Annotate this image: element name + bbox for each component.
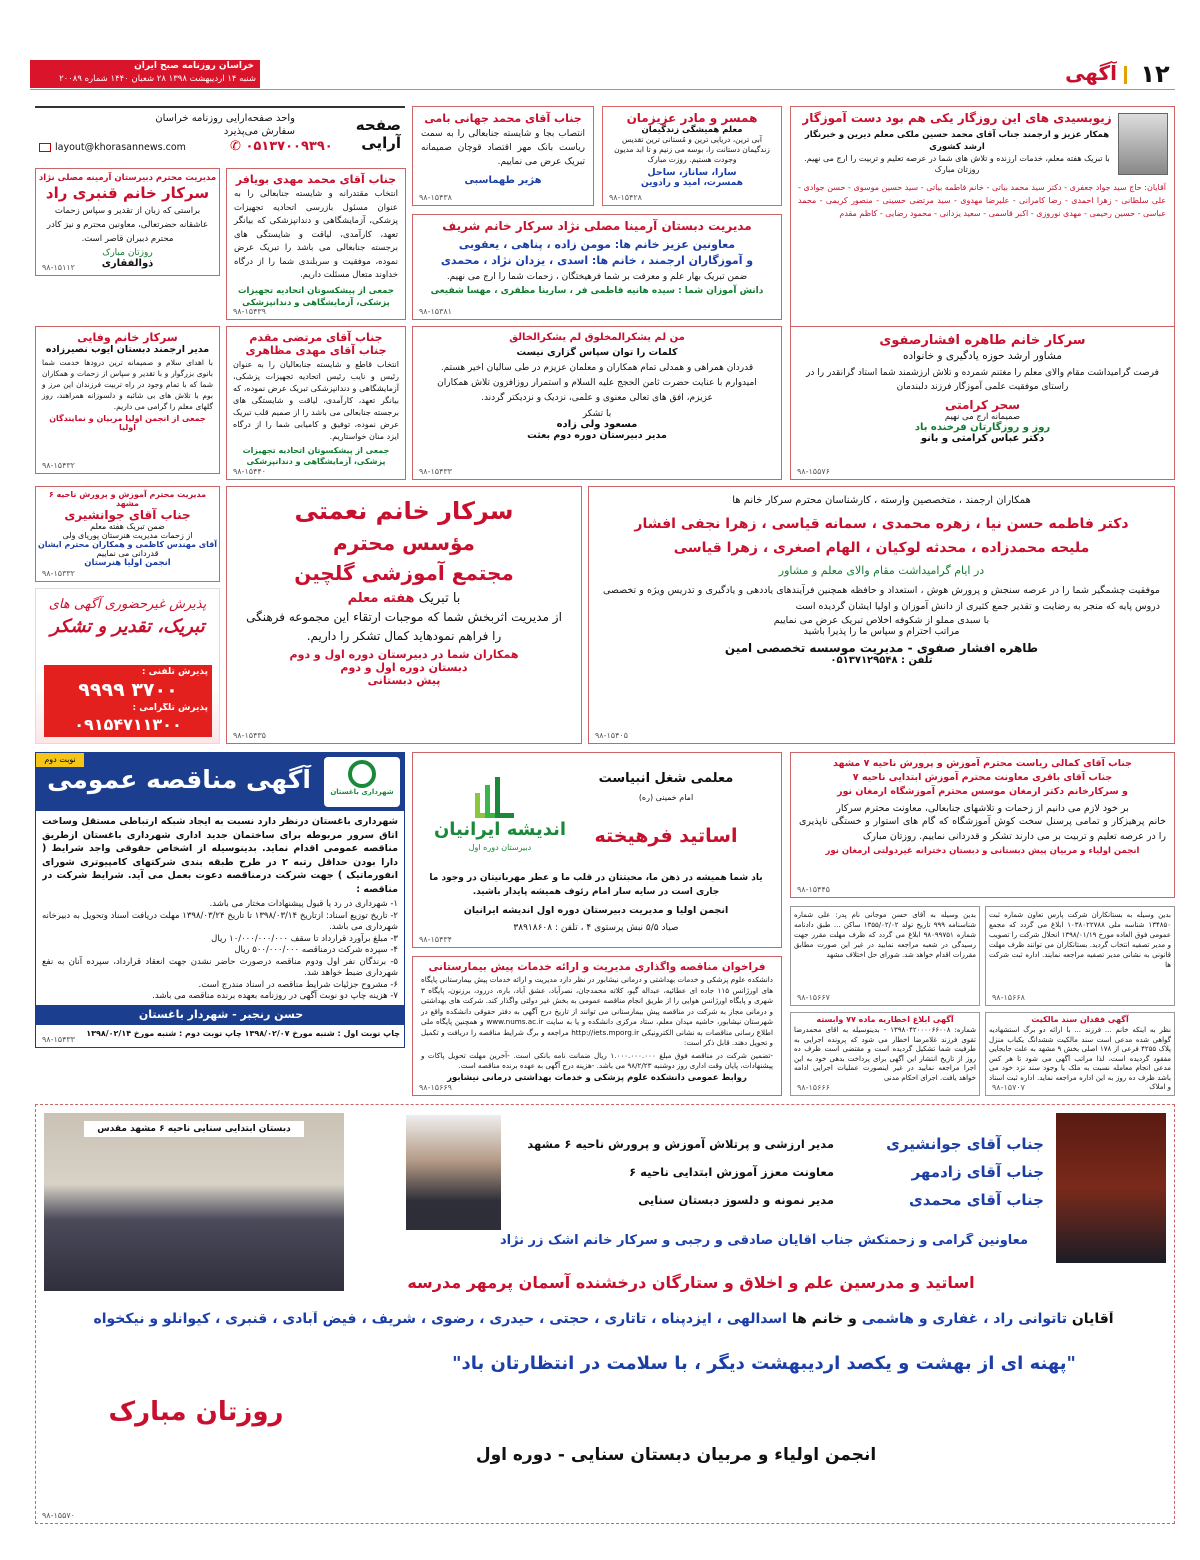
ad-code: ۹۸-۱۵۴۴۰ [233, 467, 266, 476]
memorial-intro: همکار عزیز و ارجمند جناب آقای محمد حسین ملکی معلم دیرین و خبرنگار ارشد کشوری [804, 130, 1110, 152]
section-title: آگهی [1065, 61, 1117, 85]
name3: جناب آقای محمدی [909, 1191, 1044, 1209]
ad-code: ۹۸-۱۵۳۳۲ [42, 569, 75, 578]
date-bar [30, 60, 260, 88]
ad-code: ۹۸-۱۵۵۷۶ [797, 467, 830, 476]
ad-code: ۹۸-۱۵۵۷۰ [42, 1511, 75, 1520]
wish-line: روزتان مبارک [108, 1397, 284, 1427]
andishe-logo-icon [425, 773, 575, 861]
teachers-names [46, 1311, 1161, 1327]
golchin-body: موفقیت چشمگیر شما را در عرصه سنجش و پرورش هوش ، استعداد و حافظه همچنین فرآیندهای یاددهی و یادگیری و تدریس ویژه و تخصصی دروس پایه که منجر به رضایت و تقدیر جمع کثیری از دانش آموزان و اولیا ایشان گردیده است [603, 585, 1160, 612]
legal1-text: بدین وسیله به آقای حسن موجانی نام پدر: علی شماره شناسنامه ۹۹۹ تاریخ تولد ۱۳۵۵/۰۲/۰۲ ساکن ... طبق دادنامه شماره ۹۸۰۹۹۷۵۱ ابلاغ می گردد که ظرف مهلت مقرر جهت رسیدگی در شعبه مراجعه نمایید در غیر این صورت مطابق مقررات اقدام خواهد شد. شورای حل اختلاف مشهد [794, 911, 976, 959]
ghanbari-body: براستی که زبان از تقدیر و سپاس زحمات عاشقانه حضرتعالی، معاونین محترم و نیز کادر محترم دبیران قاصر است. [46, 206, 209, 244]
legal4-title: آگهی فقدان سند مالکیت [1031, 1015, 1129, 1024]
tender-footer: چاپ نوبت اول : شنبه مورخ ۱۳۹۸/۰۲/۰۷ چاپ نوبت دوم : شنبه مورخ ۱۳۹۸/۰۲/۱۴ [86, 1029, 400, 1038]
andishe-signer: انجمن اولیا و مدیریت دبیرستان دوره اول اندیشه ایرانیان [463, 905, 729, 916]
javanshiri-title: جناب آقای جوانشیری [64, 508, 191, 522]
ghanbari-ad [35, 168, 220, 276]
golchin-names1: دکتر فاطمه حسن نیا ، زهره محمدی ، سمانه قیاسی ، زهرا نجفی افشار [634, 516, 1129, 532]
page-number: ۱۲ [1140, 60, 1170, 88]
couple-signers2: همسرت، امید و رادوین [641, 178, 743, 188]
couple-subtitle: معلم همیشگی زندگیمان [641, 125, 743, 135]
mums-signer: روابط عمومی دانشکده علوم پزشکی و خدمات بهداشتی درمانی نیشابور [447, 1072, 747, 1083]
memorial-headline: زیوبسیدی های این روزگار یکی هم بود دست آموزگار [802, 111, 1112, 125]
role3: مدیر نمونه و دلسوز دبستان سنایی [638, 1193, 834, 1207]
javanshiri-line2: از زحمات مدیریت هنرستان پوریای ولی [62, 531, 193, 540]
vafaei-subtitle: مدیر ارجمند دبستان ایوب نصیرزاده [45, 344, 210, 355]
jahani-body: انتصاب بجا و شایسته جنابعالی را به سمت ریاست بانک مهر اقتصاد قوچان صمیمانه تبریک عرض می نماییم. [421, 129, 585, 167]
booyafar-title: جناب آقای محمد مهدی بویافر [235, 173, 397, 186]
mums-tender-ad [412, 956, 782, 1096]
afsharsafavi-subtitle: مشاور ارشد حوزه یادگیری و خانواده [903, 350, 1062, 362]
afsharsafavi-ad [790, 326, 1175, 480]
ad-code: ۹۸-۱۵۶۶۷ [797, 993, 830, 1002]
portrait-photo [1118, 113, 1168, 175]
mozaheri-ad [226, 326, 406, 480]
memorial-ad [790, 106, 1175, 338]
ad-code: ۹۸-۱۵۶۶۹ [419, 1083, 452, 1092]
ad-code: ۹۸-۱۵۴۲۸ [609, 193, 642, 202]
ad-code: ۹۸-۱۵۴۳۹ [233, 307, 266, 316]
golchin-body3: مراتب احترام و سپاس ما را پذیرا باشید [803, 626, 960, 637]
sharif-line1: معاونین عزیز خانم ها: مومن زاده ، پناهی ، یعقوبی [458, 238, 736, 251]
valizadeh-signer: مسعود ولی زاده [556, 419, 638, 430]
speaker-photo [1056, 1113, 1166, 1263]
tender-logo-caption: شهرداری باغستان [330, 788, 394, 796]
photo-caption: دبستان ابتدایی سنایی ناحیه ۶ مشهد مقدس [84, 1121, 304, 1137]
email-row[interactable] [39, 142, 219, 156]
sharif-signer: دانش آموزان شما : سیده هانیه فاطمی فر ، سارینا مظفری ، مهسا شفیعی [430, 286, 764, 296]
ad-code: ۹۸-۱۵۶۶۶ [797, 1083, 830, 1092]
ad-code: ۹۸-۱۵۴۳۵ [233, 731, 266, 740]
jahani-signer: هژیر طهماسبی [464, 175, 542, 186]
jahani-title: جناب آقای محمد جهانی بامی [424, 112, 582, 125]
afsharsafavi-title: سرکار خانم طاهره افشارصفوی [879, 333, 1086, 348]
booyafar-body: انتخاب مقتدرانه و شایسته جنابعالی را به عنوان مسئول بازرسی اتحادیه تجهیزات پزشکی، آزمایشگاهی و دندانپزشکی که بیانگر تعهد، کارآمدی، لیاقت و شایستگی های برجسته جنابعالی می باشد را تبریک عرض نموده، موفقیت و سربلندی شما را از درگاه خداوند متعال مسئلت داریم. [234, 189, 398, 280]
tender-item: ۱- شهرداری در رد یا قبول پیشنهادات مختار می باشد. [209, 899, 398, 909]
men-names: تاتوانی راد ، غفاری و هاشمی [861, 1311, 1067, 1327]
couple-ad [602, 106, 782, 206]
design-title: صفحه آرایی [355, 116, 401, 152]
ad-code: ۹۸-۱۵۴۳۸ [419, 193, 452, 202]
kamali-signer: انجمن اولیاء و مربیان پیش دبستانی و دبستان دخترانه غیردولتی ارمغان نور [825, 846, 1140, 856]
ghanbari-title: سرکار خانم قنبری راد [45, 184, 210, 202]
signer-line: انجمن اولیاء و مربیان دبستان سنایی - دوره اول [475, 1445, 877, 1465]
golchin-body2: با سبدی مملو از شکوفه اخلاص تبریک عرض می نماییم [773, 615, 990, 626]
nemati-line3: با تبریک هفته معلم [347, 591, 461, 606]
ad-code: ۹۸-۱۵۶۶۸ [992, 993, 1025, 1002]
role1: مدیر ارزشی و پرتلاش آموزش و پرورش ناحیه ۶ مشهد [527, 1137, 834, 1151]
tender-signer: حسن رنجبر - شهردار باغستان [36, 1005, 405, 1025]
booyafar-ad [226, 168, 406, 320]
golchin-signer: طاهره افشار صفوی - مدیریت موسسه تخصصی امین [724, 641, 1039, 655]
jahani-ad [412, 106, 594, 206]
ghanbari-title-small: مدیریت محترم دبیرستان آرمینه مصلی نژاد [38, 173, 217, 183]
valizadeh-body: قدردان همراهی و همدلی تمام همکاران و معلمان عزیزم در طی سالیان اخیر هستم. امیدوارم با عنایت حضرت ثامن الحجج علیه السلام و استمرار روزافزون تلاش همکاران عزیزم، افق های تعالی معنوی و علمی، نزدیک و نزدیکتر گردند. [437, 363, 757, 403]
golchin-staff-ad [588, 486, 1175, 744]
tender-item [42, 1003, 398, 1004]
andishe-logo-sub: دبیرستان دوره اول [468, 843, 532, 852]
sharif-title: مدیریت دبستان آرمینا مصلی نژاد سرکار خانم شریف [442, 219, 752, 233]
ad-code: ۹۸-۱۵۱۱۲ [42, 263, 75, 272]
nemati-signer: همکاران شما در دبیرستان دوره اول و دوم [289, 648, 519, 661]
ad-code: ۹۸-۱۵۴۳۴ [419, 935, 452, 944]
vafaei-body: با اهدای سلام و صمیمانه ترین درودها خدمت شما بانوی بزرگوار و با تقدیر و سپاس از زحمات و همکاران شما که با تمام وجود در راه تربیت فرزندان این مرز و بوم با تلاش های بی شائبه و دلسوزانه همراهند، روز گلهای معلم را گرامی می داریم. [42, 358, 213, 411]
phone-icon: ✆ [230, 139, 241, 154]
mums-body: دانشکده علوم پزشکی و خدمات بهداشتی و درمانی نیشابور در نظر دارد مدیریت و ارائه خدمات پیش بیمارستانی پایگاه های اورژانس ۱۱۵ جاده ای عطائیه، عبداله گیو، کلاته محمدجان، نصرآباد، عشق آباد، باره، دررود، برزنون، پایگاه ۳ شهری و پایگاه اورژانس هوایی را از طریق انجام مناقصه عمومی به بخش غیر دولتی واگذار کند. شرکت های بهداشتی و درمانی مجاز به شرکت در مناقصه پیش بیمارستانی می توانند از تاریخ درج آگهی به دفتر حقوقی دانشکده واقع در شهرستان نیشابور، حاشیه میدان معلم، ستاد مرکزی دانشکده و یا به سایت www.nums.ac.ir و همچنین پایگاه ملی اطلاع رسانی مناقصات به نشانی الکترونیکی http://iets.mporg.ir مراجعه و برگ شرایط مناقصه را دریافت و تکمیل و تحویل دهند. قابل ذکر است: [421, 975, 774, 1047]
quote-line: "پهنه ای از بهشت و یکصد اردیبهشت دیگر ، با سلامت در انتظارتان باد" [452, 1353, 1076, 1374]
legal-notice-3 [790, 1012, 980, 1096]
promo-phone: ۳۷۰۰ ۹۹۹۹ [78, 679, 178, 701]
nemati-ad [226, 486, 582, 744]
teacher-portrait [406, 1115, 501, 1230]
kamali-line2: جناب آقای باقری معاونت محترم آموزش ابتدایی ناحیه ۷ [852, 772, 1113, 783]
andishe-quote-src: امام خمینی (ره) [638, 793, 694, 802]
afsharsafavi-signer: دکتر عباس کرامتی و بانو [920, 433, 1045, 444]
tender-item: ۳- مبلغ برآورد قرارداد تا سقف ۱۰/۰۰۰/۰۰۰/۰۰۰ ریال [211, 933, 398, 944]
tender-item: ۷- هزینه چاپ دو نوبت آگهی در روزنامه بعهده برنده مناقصه می باشد. [152, 991, 398, 1001]
andishe-ad [412, 752, 782, 948]
golchin-intro: همکاران ارجمند ، متخصصین وارسته ، کارشناسان محترم سرکار خانم ها [732, 495, 1031, 506]
legal3-text: شماره: ۱۳۹۸۰۴۲۰۰۰۰۶۶۰۰۸ - بدینوسیله به اقای محمدرضا تقوی فرزند غلامرضا اخطار می شود که پرونده اجرایی به طرفیت شما تشکیل گردیده است و مقتضی است ظرف ده روز از تاریخ انتشار این آگهی برای پرداخت بدهی خود به این اجرا مراجعه نمایید در غیر اینصورت عملیات اجرایی ادامه خواهد یافت. اجرای احکام مدنی [794, 1026, 976, 1082]
page-header [30, 60, 1175, 90]
legal-notice-4 [985, 1012, 1175, 1096]
mozaheri-title: جناب آقای مرتضی مقدم [249, 331, 383, 344]
nemati-body: از مدیریت اثربخش شما که موجبات ارتقاء این مجموعه فرهنگی را فراهم نمودهاید کمال تشکر را داریم. [246, 610, 562, 643]
tender-badge: نوبت دوم [36, 753, 84, 767]
ad-code: ۹۸-۱۵۷۰۷ [992, 1083, 1025, 1092]
javanshiri-signer: انجمن اولیا هنرستان [84, 558, 171, 568]
tender-item: ۲- تاریخ توزیع اسناد: ازتاریخ ۱۳۹۸/۰۳/۱۴ تا تاریخ ۱۳۹۸/۰۳/۲۴ مهلت دریافت اسناد وتحویل به دبیرخانه شهرداری می باشد. [42, 910, 398, 932]
design-email: layout@khorasannews.com [55, 142, 186, 153]
valizadeh-title: من لم یشکرالمخلوق لم یشکرالخالق [509, 332, 685, 343]
tender-header [36, 753, 405, 811]
javanshiri-line3: آقای مهندس کاظمی و همکاران محترم ایشان [37, 540, 218, 549]
promo-line2: تبریک، تقدیر و تشکر [50, 616, 205, 637]
legal2-text: بدین وسیله به بستانکاران شرکت پارس تعاون شماره ثبت ۱۳۴۸۵۰ شناسه ملی ۱۰۳۸۰۲۲۷۸۸ ابلاغ می گردد که مجمع عمومی فوق العاده مورخ ۱۳۹۸/۰۱/۱۹ انحلال شرکت را تصویب و مدیر تصفیه انتخاب گردید. بستانکاران می توانند ظرف مهلت قانونی به نشانی مدیر تصفیه مراجعه نمایند. اداره ثبت شرکت ها [989, 911, 1172, 969]
kamali-body1: بر خود لازم می دانیم از زحمات و تلاشهای جنابعالی، معاونت محترم سرکار [836, 803, 1129, 814]
design-service-ad [35, 106, 405, 156]
couple-title: همسر و مادر عزیزمان [626, 111, 758, 125]
promo-ad [35, 588, 220, 744]
memorial-body: با تبریک هفته معلم، خدمات ارزنده و تلاش های شما در عرصه تعلیم و تربیت را ارج می نهیم. روزتان مبارک [804, 154, 1110, 174]
ad-code: ۹۸-۱۵۴۴۵ [797, 885, 830, 894]
teachers-line: اساتید و مدرسین علم و اخلاق و ستارگان درخشنده آسمان پرمهر مدرسه [407, 1273, 975, 1292]
memorial-names: آقایان: حاج سید جواد جعفری - دکتر سید محمد بیاتی - خانم فاطمه بیاتی - سید حسین موسوی - حسن جوادی - علی سلطانی - زهرا احمدی - رضا کامرانی - علیرضا مهدوی - سید مرتضی حسینی - منصور کریمی - محمد عباسی - حسین رحیمی - مهدی نوروزی - اکبر قاسمی - سعید یزدانی - محمود رضایی - کاظم مقدم [798, 183, 1166, 218]
andishe-body: یاد شما همیشه در ذهن ما، محبتتان در قلب ما و عطر مهربانیتان در وجود ما جاری است در سایه سار امام رئوف همیشه پایدار باشید. [429, 873, 763, 897]
baghestan-logo-icon [324, 757, 400, 807]
mums-items: -تضمین شرکت در مناقصه فوق مبلغ ۱.۰۰۰.۰۰۰.۰۰۰ ریال ضمانت نامه بانکی است. -آخرین مهلت تحویل پاکات و پیشنهادات، پایان وقت اداری روز دوشنبه ۹۸/۲/۲۳ می باشد. -هزینه درج آگهی به عهده برنده مناقصه است. [421, 1050, 773, 1070]
andishe-title: معلمی شغل انبیاست [598, 771, 734, 786]
name1: جناب آقای جوانشیری [886, 1135, 1044, 1153]
header-rule [30, 89, 1175, 90]
women-names: اسدالهی ، ایزدپناه ، تاتاری ، حجتی ، حیدری ، رضوی ، شریف ، فیض آبادی ، قنبری ، کیوانلو و نیکخواه [93, 1311, 787, 1327]
ad-code: ۹۸-۱۵۴۳۳ [419, 467, 452, 476]
afsharsafavi-wish2: روز و روزگارتان فرخنده باد [914, 422, 1051, 433]
nemati-line1: مؤسس محترم [333, 531, 475, 555]
promo-line1: پذیرش غیرحضوری آگهی های [48, 597, 207, 612]
tender-title: آگهی مناقصه عمومی [47, 765, 311, 794]
paper-brand: خراسان روزنامه صبح ایران [134, 61, 254, 71]
promo-phone-box [44, 665, 212, 737]
valizadeh-line1: کلمات را توان سپاس گزاری نیست [516, 347, 678, 358]
mozaheri-body: انتخاب قاطع و شایسته جنابعالیان را به عنوان رئیس و نایب رئیس اتحادیه تجهیزات پزشکی، آزمایشگاهی و دندانپزشکی تبریک عرض نموده، که بیانگر تعهد، کارآمدی، لیاقت و شایستگی های برجسته جنابعالی می باشد را از صمیم قلب تبریک عرض نموده، توفیق و کامیابی شما را از درگاه ایزد منان خواستاریم. [233, 360, 399, 441]
kamali-line1: جناب آقای کمالی ریاست محترم آموزش و پرورش ناحیه ۷ مشهد [832, 758, 1133, 769]
golchin-names2: ملیحه محمدزاده ، محدثه لوکیان ، الهام اصغری ، زهرا قیاسی [673, 540, 1090, 556]
women-label: و خانم ها [791, 1311, 857, 1327]
javanshiri-small-ad [35, 486, 220, 582]
sanaei-ad [35, 1104, 1175, 1524]
tender-item: ۶- مشروح جزئیات شرایط مناقصه در اسناد مندرج است. [198, 979, 398, 990]
legal3-title: آگهی ابلاغ اخطاریه ماده ۷۷ وابسته [816, 1015, 954, 1024]
promo-tg-label: پذیرش تلگرامی : [132, 703, 208, 713]
ghanbari-signer: ذوالفقاری [101, 258, 154, 269]
valizadeh-ad [412, 326, 782, 480]
ad-code: ۹۸-۱۵۴۳۲ [42, 461, 75, 470]
mozaheri-title2: جناب آقای مهدی مظاهری [245, 344, 387, 357]
golchin-occasion: در ایام گرامیداشت مقام والای معلم و مشاور [778, 564, 985, 577]
tender-items [42, 899, 398, 1003]
role2: معاونت معزز آموزش ابتدایی ناحیه ۶ [629, 1165, 834, 1179]
sharif-body: ضمن تبریک بهار علم و معرفت بر شما فرهیختگان ، زحمات شما را ارج می نهیم. [446, 272, 748, 282]
tender-ad [35, 752, 405, 1048]
legal-notice-1 [790, 906, 980, 1006]
nemati-signer2: دبستان دوره اول و دوم [340, 661, 468, 674]
javanshiri-title-small: مدیریت محترم آموزش و پرورش ناحیه ۶ مشهد [48, 490, 207, 508]
ghanbari-wish: روزتان مبارک [102, 248, 153, 258]
kamali-body2: خانم پرهیزکار و تمامی پرسنل سخت کوش آموزشگاه که گام های استوار و خستگی ناپذیری را در عرصه تعلیم و تربیت بر می دارند تشکر و قدردانی نماییم. روزتان مبارک [799, 816, 1166, 842]
design-phone: ✆ ۰۵۱۳۷۰۰۹۳۹۰ [230, 139, 333, 154]
vafaei-signer: جمعی از انجمن اولیا مربیان و نمایندگان اولیا [49, 414, 206, 432]
kamali-ad [790, 752, 1175, 898]
legal-notice-2 [985, 906, 1175, 1006]
mail-icon [39, 143, 51, 152]
afsharsafavi-body: فرصت گرامیداشت مقام والای معلم را مغتنم شمرده و تلاش ارزشمند شما استاد گرانقدر را در راستای موفقیت علمی آموزگار فرزند دلبندمان [806, 368, 1159, 392]
mums-title: فراخوان مناقصه واگذاری مدیریت و ارائه خدمات پیش بیمارستانی [428, 961, 766, 973]
vafaei-title: سرکار خانم وفایی [77, 331, 178, 344]
sharif-ad [412, 214, 782, 320]
tender-item: ۵- برندگان نفر اول ودوم مناقصه درصورت حاضر نشدن جهت انعقاد قرارداد، سپرده آنان به نفع شهرداری ضبط خواهد شد. [42, 956, 398, 978]
promo-tg: ۰۹۱۵۴۷۱۱۳۰۰ [74, 715, 182, 734]
ad-code: ۹۸-۱۵۴۰۵ [595, 731, 628, 740]
nemati-line2: مجتمع آموزشی گلچین [294, 561, 514, 585]
afsharsafavi-wish: صمیمانه ارج می نهیم [944, 412, 1021, 422]
tender-intro: شهرداری باغستان درنظر دارد نسبت به ایجاد شبکه ارتباطی مستقل وساخت اتاق سرور مربوطه برای ساختمان جدید اداری شهرداری باغستان ازطریق مناقصه عمومی اقدام نماید. بدینوسیله از اشخاص حقوقی واجد شرایط ( دارا بودن حداقل رتبه ۲ در طرح طبقه بندی شرکتهای کامپیوتری شورای انفورماتیک ) جهت شرکت درمناقصه دعوت بعمل می آید. شرایط شرکت در مناقصه : [42, 816, 398, 895]
andishe-address: صیاد ۵/۵ نبش پرستوی ۴ ، تلفن : ۳۸۹۱۸۶۰۸ [513, 923, 679, 933]
promo-phone-label: پذیرش تلفنی : [141, 667, 208, 677]
ad-code: ۹۸-۱۵۳۸۱ [419, 307, 452, 316]
andishe-headline: اساتید فرهیخته [594, 825, 738, 847]
kamali-line3: و سرکارخانم دکتر ارمغان موسس محترم آموزشگاه ارمغان نور [837, 786, 1128, 797]
nemati-title: سرکار خانم نعمتی [294, 497, 514, 525]
golchin-phone: تلفن : ۰۵۱۳۷۱۲۹۵۴۸ [830, 655, 933, 666]
vice-line: معاونین گرامی و زحمتکش جناب آقایان صادقی و رجبی و سرکار خانم اشک زر نژاد [499, 1233, 1029, 1248]
mozaheri-signer: جمعی از پیشکسوتان اتحادیه تجهیزات پزشکی، آزمایشگاهی و دندانپزشکی [242, 446, 390, 466]
men-label: آقایان [1071, 1311, 1114, 1327]
tender-item: ۴- سپرده شرکت درمناقصه ۵۰۰/۰۰۰/۰۰۰ ریال [234, 945, 398, 955]
javanshiri-line1: ضمن تبریک هفته معلم [90, 522, 165, 531]
legal4-text: نظر به اینکه خانم ... فرزند ... با ارائه دو برگ استشهادیه گواهی شده مدعی است سند مالکیت ششدانگ یکباب منزل پلاک ۴۲۵۵ فرعی از ۱۷۸ اصلی بخش ۹ مشهد به علت جابجایی مفقود گردیده است، لذا مراتب آگهی می شود تا هر کس مدعی انجام معامله نسبت به ملک یا وجود سند نزد خود می باشد ظرف ده روز به این اداره مراجعه نماید. اداره ثبت اسناد و املاک [989, 1026, 1171, 1091]
nemati-signer3: پیش دبستانی [367, 674, 441, 687]
couple-signers: سارا، ساناز، ساحل [647, 167, 737, 178]
valizadeh-thanks: با تشکر [582, 409, 612, 419]
afsharsafavi-student: سحر کرامتی [944, 398, 1021, 412]
valizadeh-signer2: مدیر دبیرستان دوره دوم بعثت [527, 430, 667, 441]
section-divider [1124, 66, 1127, 84]
design-line1: واحد صفحه‌آرایی روزنامه خراسان [155, 113, 295, 124]
javanshiri-line4: قدردانی می نماییم [96, 549, 159, 558]
andishe-logo-text: اندیشه ایرانیان [433, 819, 567, 840]
couple-body: آبی ترین، دریایی ترین و مُستانی ترین تقدیس زندگیمان دستانت را، بوسه می زنیم و تا ابد مدیون وجودت هستیم. روزت مبارک [614, 135, 770, 164]
design-line2: سفارش می‌پذیرد [223, 126, 295, 137]
school-group-photo [44, 1113, 344, 1291]
vafaei-ad [35, 326, 220, 474]
date-line: شنبه ۱۴ اردیبهشت ۱۳۹۸ ۲۸ شعبان ۱۴۴۰ شماره ۲۰۰۸۹ [59, 74, 256, 84]
booyafar-signer: جمعی از پیشکسوتان اتحادیه تجهیزات پزشکی، آزمایشگاهی و دندانپزشکی [237, 285, 394, 308]
ad-code: ۹۸-۱۵۴۳۳ [42, 1035, 75, 1044]
name2: جناب آقای زادمهر [911, 1163, 1044, 1181]
sharif-line2: و آموزگاران ارجمند ، خانم ها: اسدی ، یزدان نژاد ، محمدی [440, 254, 754, 267]
